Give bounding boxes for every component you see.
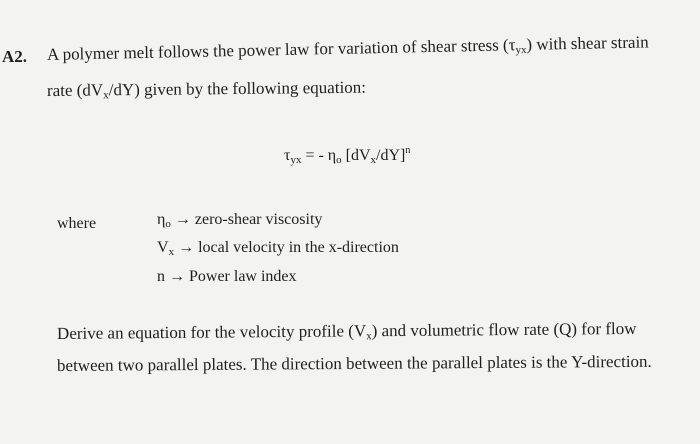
def-symbol: n [157, 268, 165, 285]
tau-subscript: yx [515, 43, 527, 57]
def-subscript: o [165, 218, 171, 230]
intro-text-2b: /dY) given by the following equation: [108, 77, 367, 100]
equation-exponent: n [405, 145, 411, 156]
equation-mid: = - η [301, 147, 337, 164]
power-law-equation [284, 147, 410, 165]
definition-velocity [157, 239, 399, 257]
equation-lhs: τ [284, 147, 291, 164]
task-text-1a: Derive an equation for the velocity profile (V [56, 321, 367, 343]
tau-symbol: τ [508, 35, 516, 55]
task-text-2: between two parallel plates. The direction between the parallel plates is the Y-direction. [56, 351, 652, 375]
def-subscript: x [168, 246, 175, 258]
task-text-1b: ) and volumetric flow rate (Q) for flow [371, 318, 637, 341]
equation-bracket-b: /dY] [376, 147, 406, 164]
def-description: Power law index [189, 268, 297, 285]
where-label: where [57, 215, 97, 232]
intro-subscript: x [103, 89, 109, 102]
def-symbol: η [157, 211, 166, 228]
equation-mid-sub: o [336, 154, 342, 166]
task-subscript: x [366, 330, 372, 343]
intro-line-2 [47, 78, 366, 101]
def-description: zero-shear viscosity [194, 211, 323, 228]
intro-text-1-end: ) with shear strain [526, 32, 649, 54]
definition-viscosity [157, 211, 322, 229]
definition-index [157, 268, 297, 286]
def-symbol: V [157, 239, 169, 256]
def-description: local velocity in the x-direction [198, 239, 399, 256]
question-number: A2. [2, 47, 28, 66]
equation-bracket-a: [dV [341, 147, 371, 164]
equation-lhs-sub: yx [290, 154, 302, 166]
intro-line-1 [47, 32, 649, 65]
intro-text-1: A polymer melt follows the power law for variation of shear stress ( [46, 35, 509, 64]
equation-bracket-sub: x [370, 154, 377, 166]
task-line-2 [57, 352, 652, 376]
arrow-icon: → [178, 239, 195, 256]
task-line-1 [57, 319, 637, 344]
intro-text-2a: rate (dV [46, 80, 104, 100]
arrow-icon: → [169, 268, 185, 285]
arrow-icon: → [174, 211, 191, 228]
